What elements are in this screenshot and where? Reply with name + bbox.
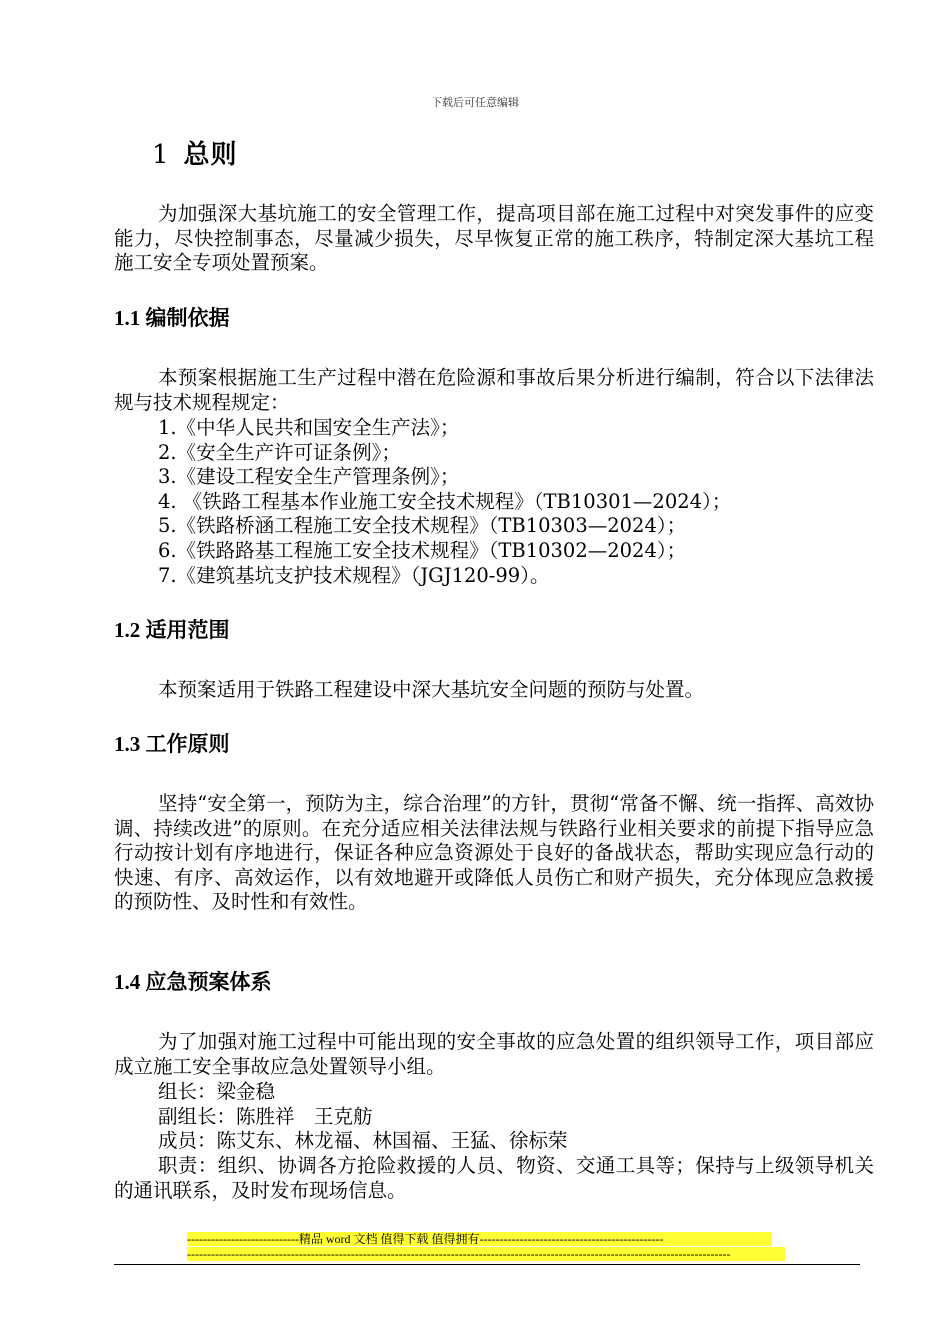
section-1-1-heading: 1.1 编制依据 <box>114 306 230 330</box>
team-leader: 组长：梁金稳 <box>158 1080 276 1103</box>
regulation-item-4: 4. 《铁路工程基本作业施工安全技术规程》（TB10301—2024）； <box>158 490 732 513</box>
chapter-title <box>152 134 238 171</box>
regulation-item-7: 7.《建筑基坑支护技术规程》（JGJ120-99）。 <box>158 564 550 587</box>
team-members: 成员：陈艾东、林龙福、林国福、王猛、徐标荣 <box>158 1129 568 1152</box>
team-deputy: 副组长：陈胜祥 王克舫 <box>158 1105 373 1128</box>
regulation-item-5: 5.《铁路桥涵工程施工安全技术规程》（TB10303—2024）； <box>158 514 687 537</box>
regulation-item-3: 3.《建设工程安全生产管理条例》； <box>158 465 460 488</box>
chapter-title-text: 总则 <box>183 140 238 170</box>
section-1-2-body: 本预案适用于铁路工程建设中深大基坑安全问题的预防与处置。 <box>158 678 705 701</box>
footer-banner-line-1: ----------------------------精品 word 文档 值得下载 值得拥有---------------------------------------------- <box>187 1232 772 1246</box>
regulation-item-2: 2.《安全生产许可证条例》； <box>158 441 401 464</box>
section-1-4-body: 为了加强对施工过程中可能出现的安全事故的应急处置的组织领导工作，项目部应成立施工安全事故应急处置领导小组。 <box>114 1030 874 1078</box>
section-1-3-body: 坚持“安全第一，预防为主，综合治理”的方针，贯彻“常备不懈、统一指挥、高效协调、持续改进”的原则。在充分适应相关法律法规与铁路行业相关要求的前提下指导应急行动按计划有序地进行，保证各种应急资源处于良好的备战状态，帮助实现应急行动的快速、有序、高效运作，以有效地避开或降低人员伤亡和财产损失，充分体现应急救援的预防性、及时性和有效性。 <box>114 792 874 913</box>
section-1-2-heading: 1.2 适用范围 <box>114 618 230 642</box>
footer-banner-line-2: ---------------------------------------------------------------------------------------------------------------------------------------- <box>187 1247 785 1261</box>
section-1-1-body: 本预案根据施工生产过程中潜在危险源和事故后果分析进行编制，符合以下法律法规与技术规程规定： <box>114 366 874 414</box>
footer-rule <box>114 1264 860 1265</box>
section-1-3-heading: 1.3 工作原则 <box>114 732 230 756</box>
header-note: 下载后可任意编辑 <box>431 96 519 109</box>
regulation-item-6: 6.《铁路路基工程施工安全技术规程》（TB10302—2024）； <box>158 539 687 562</box>
chapter-number: 1 <box>152 140 170 170</box>
team-duty: 职责：组织、协调各方抢险救援的人员、物资、交通工具等；保持与上级领导机关的通讯联系，及时发布现场信息。 <box>114 1154 874 1202</box>
intro-paragraph: 为加强深大基坑施工的安全管理工作，提高项目部在施工过程中对突发事件的应变能力，尽快控制事态，尽量减少损失，尽早恢复正常的施工秩序，特制定深大基坑工程施工安全专项处置预案。 <box>114 202 874 274</box>
regulation-item-1: 1.《中华人民共和国安全生产法》； <box>158 416 460 439</box>
section-1-4-heading: 1.4 应急预案体系 <box>114 970 272 994</box>
